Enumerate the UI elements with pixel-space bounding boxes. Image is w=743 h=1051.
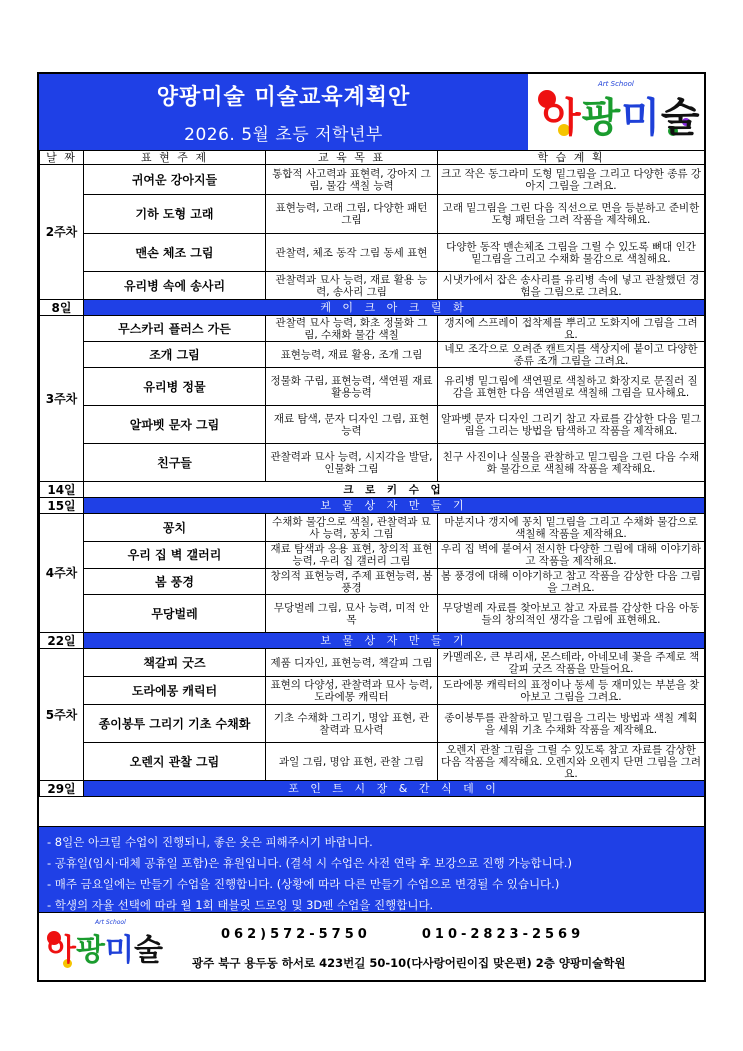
event-title: 포 인 트 시 장 & 간 식 데 이 — [84, 781, 705, 797]
topic-cell: 유리병 속에 송사리 — [84, 272, 266, 300]
plan-cell: 친구 사진이나 실물을 관찰하고 밑그림을 그린 다음 수채화 물감으로 색칠해 작품을 제작해요. — [438, 444, 705, 482]
column-header: 표 현 주 제 — [84, 151, 266, 165]
table-row — [40, 705, 705, 743]
event-date: 22일 — [40, 633, 84, 649]
topic-cell: 귀여운 강아지들 — [84, 165, 266, 195]
footer — [39, 912, 704, 980]
week-label: 5주차 — [40, 649, 84, 781]
table-row — [40, 195, 705, 234]
event-date: 8일 — [40, 300, 84, 316]
logo-tagline: Art School — [598, 80, 634, 88]
event-row — [40, 781, 705, 797]
page-subtitle: 2026. 5월 초등 저학년부 — [184, 125, 383, 145]
logo-letter: 아 — [47, 933, 76, 968]
topic-cell: 도라에몽 캐릭터 — [84, 677, 266, 705]
goal-cell: 무당벌레 그림, 묘사 능력, 미적 안목 — [266, 595, 438, 633]
goal-cell: 표현능력, 재료 활용, 조개 그림 — [266, 342, 438, 368]
plan-cell: 갱지에 스프레이 접착제를 뿌리고 도화지에 그림을 그려요. — [438, 316, 705, 342]
goal-cell: 표현의 다양성, 관찰력과 묘사 능력, 도라에몽 캐릭터 — [266, 677, 438, 705]
goal-cell: 제품 디자인, 표현능력, 책갈피 그림 — [266, 649, 438, 677]
notice-item: - 8일은 아크릴 수업이 진행되니, 좋은 옷은 피해주시기 바랍니다. — [47, 835, 373, 849]
plan-cell: 다양한 동작 맨손체조 그림을 그릴 수 있도록 뼈대 인간 밑그림을 그리고 수채화 물감으로 색칠해요. — [438, 234, 705, 272]
header — [39, 74, 704, 150]
notice-box — [39, 826, 704, 912]
goal-cell: 관찰력과 묘사 능력, 시지각을 발달, 인물화 그림 — [266, 444, 438, 482]
footer-logo — [47, 925, 163, 969]
lesson-plan-sheet — [37, 72, 706, 982]
table-row — [40, 342, 705, 368]
goal-cell: 재료 탐색, 문자 디자인 그림, 표현능력 — [266, 406, 438, 444]
table-row — [40, 272, 705, 300]
table-row — [40, 406, 705, 444]
goal-cell: 관찰력, 체조 동작 그림 동세 표현 — [266, 234, 438, 272]
phone-2: 010-2823-2569 — [421, 927, 585, 942]
topic-cell: 무당벌레 — [84, 595, 266, 633]
page-title: 양팡미술 미술교육계획안 — [156, 85, 411, 110]
plan-cell: 네모 조각으로 오려준 캔트지를 색상지에 붙이고 다양한 종류 조개 그림을 그려요. — [438, 342, 705, 368]
event-title: 크 로 키 수 업 — [84, 482, 705, 498]
goal-cell: 관찰력과 묘사 능력, 재료 활용 능력, 송사리 그림 — [266, 272, 438, 300]
logo-letter: 미 — [104, 933, 134, 968]
week-label: 4주차 — [40, 514, 84, 633]
column-header: 날 짜 — [40, 151, 84, 165]
topic-cell: 우리 집 벽 갤러리 — [84, 542, 266, 569]
table-header-row — [40, 151, 705, 165]
logo-letter: 아 — [542, 95, 582, 141]
goal-cell: 재료 탐색과 응용 표현, 창의적 표현능력, 우리 집 갤러리 그림 — [266, 542, 438, 569]
table-row — [40, 514, 705, 542]
topic-cell: 친구들 — [84, 444, 266, 482]
topic-cell: 조개 그림 — [84, 342, 266, 368]
week-label: 2주차 — [40, 165, 84, 300]
table-row — [40, 234, 705, 272]
table-row — [40, 569, 705, 595]
event-row — [40, 633, 705, 649]
event-date: 29일 — [40, 781, 84, 797]
title-box — [39, 74, 528, 150]
plan-cell: 우리 집 벽에 붙여서 전시한 다양한 그림에 대해 이야기하고 작품을 제작해요. — [438, 542, 705, 569]
logo-letter: 미 — [621, 95, 661, 141]
event-title: 보 물 상 자 만 들 기 — [84, 633, 705, 649]
goal-cell: 창의적 표현능력, 주제 표현능력, 봄 풍경 — [266, 569, 438, 595]
plan-cell: 오렌지 관찰 그림을 그릴 수 있도록 참고 자료를 감상한 다음 작품을 제작해요. 오렌지와 오렌지 단면 그림을 그려요. — [438, 743, 705, 781]
table-row — [40, 743, 705, 781]
plan-cell: 마분지나 갱지에 꽁치 밑그림을 그리고 수채화 물감으로 색칠해 작품을 제작해요. — [438, 514, 705, 542]
topic-cell: 맨손 체조 그림 — [84, 234, 266, 272]
notice-item: - 공휴일(임시·대체 공휴일 포함)은 휴원입니다. (결석 시 수업은 사전 연락 후 보강으로 진행 가능합니다.) — [47, 856, 572, 870]
footer-logo-tagline: Art School — [95, 919, 126, 926]
topic-cell: 무스카리 플러스 가든 — [84, 316, 266, 342]
event-date: 15일 — [40, 498, 84, 514]
column-header: 학 습 계 획 — [438, 151, 705, 165]
topic-cell: 기하 도형 고래 — [84, 195, 266, 234]
table-row — [40, 165, 705, 195]
event-row — [40, 498, 705, 514]
table-row — [40, 595, 705, 633]
event-title: 보 물 상 자 만 들 기 — [84, 498, 705, 514]
topic-cell: 봄 풍경 — [84, 569, 266, 595]
plan-cell: 알파벳 문자 디자인 그리기 참고 자료를 감상한 다음 밑그림을 그리는 방법을 탐색하고 작품을 제작해요. — [438, 406, 705, 444]
phone-numbers — [221, 927, 584, 942]
goal-cell: 통합적 사고력과 표현력, 강아지 그림, 물감 색칠 능력 — [266, 165, 438, 195]
plan-cell: 유리병 밑그림에 색연필로 색칠하고 화장지로 문질러 질감을 표현한 다음 색연필로 색칠해 그림을 묘사해요. — [438, 368, 705, 406]
logo-text — [542, 86, 701, 143]
plan-cell: 봄 풍경에 대해 이야기하고 참고 작품을 감상한 다음 그림을 그려요. — [438, 569, 705, 595]
event-row — [40, 300, 705, 316]
logo-letter: 술 — [660, 95, 701, 141]
event-row — [40, 482, 705, 498]
notice-item: - 학생의 자율 선택에 따라 월 1회 태블릿 드로잉 및 3D펜 수업을 진행합니다. — [47, 898, 434, 912]
topic-cell: 꽁치 — [84, 514, 266, 542]
goal-cell: 과일 그림, 명암 표현, 관찰 그림 — [266, 743, 438, 781]
address: 광주 북구 용두동 하서로 423번길 50-10(다사랑어린이집 맞은편) 2층 양팡미술학원 — [192, 956, 626, 970]
logo-letter: 팡 — [581, 95, 622, 141]
plan-cell: 크고 작은 동그라미 도형 밑그림을 그리고 다양한 종류 강아지 그림을 그려요. — [438, 165, 705, 195]
column-header: 교 육 목 표 — [266, 151, 438, 165]
plan-cell: 카멜레온, 큰 부리새, 몬스테라, 아네모네 꽃을 주제로 책갈피 굿즈 작품을 만들어요. — [438, 649, 705, 677]
notice-item: - 매주 금요일에는 만들기 수업을 진행합니다. (상황에 따라 다른 만들기 수업으로 변경될 수 있습니다.) — [47, 877, 560, 891]
goal-cell: 기초 수채화 그리기, 명암 표현, 관찰력과 묘사력 — [266, 705, 438, 743]
plan-cell: 종이봉투를 관찰하고 밑그림을 그리는 방법과 색칠 계획을 세워 기초 수채화 작품을 제작해요. — [438, 705, 705, 743]
table-row — [40, 444, 705, 482]
logo-letter: 팡 — [75, 933, 105, 968]
goal-cell: 수채화 물감으로 색칠, 관찰력과 묘사 능력, 꽁치 그림 — [266, 514, 438, 542]
plan-cell: 무당벌레 자료를 찾아보고 참고 자료를 감상한 다음 아동들의 창의적인 생각을 그림에 표현해요. — [438, 595, 705, 633]
topic-cell: 알파벳 문자 그림 — [84, 406, 266, 444]
goal-cell: 표현능력, 고래 그림, 다양한 패턴 그림 — [266, 195, 438, 234]
topic-cell: 종이봉투 그리기 기초 수채화 — [84, 705, 266, 743]
topic-cell: 오렌지 관찰 그림 — [84, 743, 266, 781]
topic-cell: 책갈피 굿즈 — [84, 649, 266, 677]
logo-letter: 술 — [133, 933, 163, 968]
event-date: 14일 — [40, 482, 84, 498]
table-row — [40, 677, 705, 705]
goal-cell: 관찰력 묘사 능력, 화초 정물화 그림, 수채화 물감 색칠 — [266, 316, 438, 342]
plan-cell: 고래 밑그림을 그린 다음 직선으로 면을 등분하고 준비한 도형 패턴을 그려 작품을 제작해요. — [438, 195, 705, 234]
table-row — [40, 368, 705, 406]
brand-logo — [528, 74, 704, 150]
topic-cell: 유리병 정물 — [84, 368, 266, 406]
goal-cell: 정물화 구림, 표현능력, 색연필 재료 활용능력 — [266, 368, 438, 406]
event-title: 케 이 크 아 크 릴 화 — [84, 300, 705, 316]
week-label: 3주차 — [40, 316, 84, 482]
table-row — [40, 542, 705, 569]
phone-1: 062)572-5750 — [221, 927, 371, 942]
table-row — [40, 316, 705, 342]
plan-cell: 시냇가에서 잡은 송사리를 유리병 속에 넣고 관찰했던 경험을 그림으로 그려요. — [438, 272, 705, 300]
table-row — [40, 649, 705, 677]
plan-cell: 도라에몽 캐릭터의 표정이나 동세 등 재미있는 부분을 찾아보고 그림을 그려요. — [438, 677, 705, 705]
lesson-table — [39, 150, 705, 797]
